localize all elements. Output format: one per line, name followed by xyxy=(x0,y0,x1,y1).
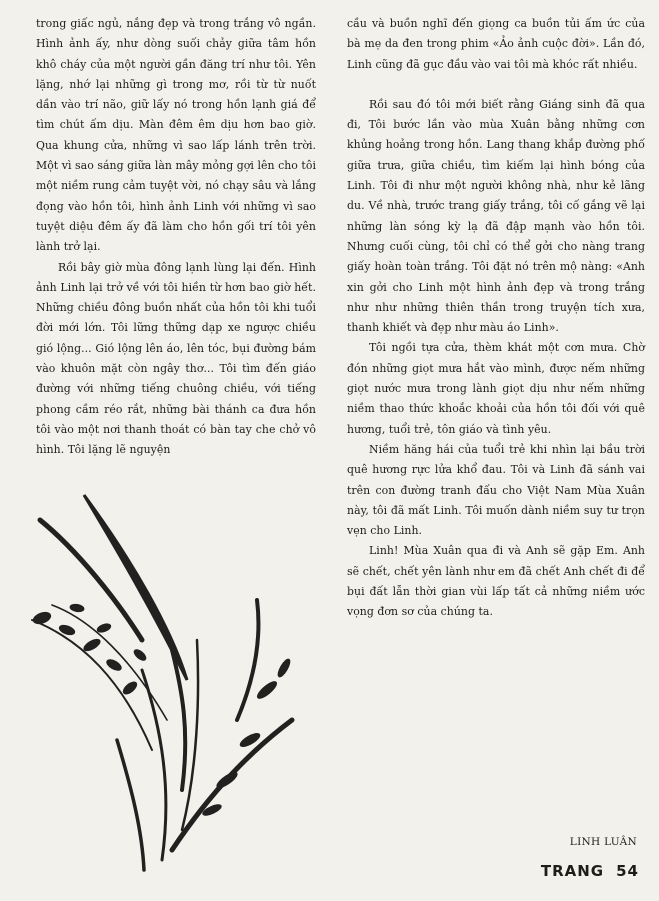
right-paragraph-3: Tôi ngồi tựa cửa, thèm khát một cơn mưa. Chờ đón những giọt mưa hắt vào mình, được nếm những giọt nước mưa trong lành giọt dịu như nếm những niềm thao thức khoắc khoải của hồn tôi đối với quê hương, tuổi trẻ, tôn giáo và tình yêu. xyxy=(347,341,645,436)
right-paragraph-2: Rồi sau đó tôi mới biết rằng Giáng sinh đã qua đi, Tôi bước lần vào mùa Xuân bằng những cơn khủng hoảng trong hồn. Lang thang khắp đường phố giữa trưa, giữa chiều, tìm kiếm lại hình bóng của Linh. Tôi đi như một người không nhà, như kẻ lãng du. Về nhà, trước trang giấy trắng, tôi cố gắng vẽ lại những làn sóng kỳ lạ đã đập mạnh vào hồn tôi. Nhưng cuối cùng, tôi chỉ có thể gởi cho nàng trang giấy hoàn toàn trắng. Tôi đặt nó trên mộ nàng: «Anh xin gởi cho Linh một hình ảnh đẹp và trong trắng như như những thiên thần trong truyện tích xưa, thanh khiết và đẹp như màu áo Linh». xyxy=(347,97,645,335)
right-paragraph-4: Niềm hăng hái của tuổi trẻ khi nhìn lại bầu trời quê hương rực lửa khổ đau. Tôi và Linh đã sánh vai trên con đường tranh đấu cho Việt Nam Mùa Xuân này, tôi đã mất Linh. Tôi muốn dành niềm suy tư trọn vẹn cho Linh. xyxy=(347,442,645,538)
right-paragraph-5: Linh! Mùa Xuân qua đi và Anh sẽ gặp Em. Anh sẽ chết, chết yên lành như em đã chết Anh chết đi để bụi đất lẫn thời gian vùi lấp tất cả những niềm ước vọng đơn sơ của chúng ta. xyxy=(347,544,645,619)
left-paragraph-1: trong giấc ngủ, nắng đẹp và trong trắng vô ngần. Hình ảnh ấy, như dòng suối chảy giữa tâm hồn khô cháy của một người gần đăng trí như tôi. Yên lặng, nhớ lại những gì trong mơ, rồi từ từ nuốt dần vào trí não, giữ lấy nó trong hồn lạnh giá để tìm chút ấm dịu. Màn đêm êm dịu hơn bao giờ. Qua khung cửa, những vì sao lấp lánh trên trời. Một vì sao sáng giữa làn mây mỏng gợi lên cho tôi một niềm rung cảm tuyệt vời, nó chạy sâu và lắng đọng vào hồn tôi, hình ảnh Linh với những vì sao tuyệt diệu đêm ấy đã làm cho hồn gối trí tôi yên lành trở lại. xyxy=(36,17,316,254)
left-text-column xyxy=(36,14,316,461)
page-label: TRANG xyxy=(540,862,605,880)
author-signature: LINH LUÂN xyxy=(569,836,637,848)
page-number-value: 54 xyxy=(616,862,639,880)
left-paragraph-2: Rồi bây giờ mùa đông lạnh lùng lại đến. Hình ảnh Linh lại trở về với tôi hiền từ hơn bao giờ hết. Những chiều đông buồn nhất của hồn tôi khi tuổi đời mới lớn. Tôi lững thững dạp xe ngược chiều gió lộng... Gió lộng lên áo, lên tóc, bụi đường bám vào khuôn mặt còn ngây thơ... Tôi tìm đến giáo đường với những tiếng chuông chiều, với tiếng phong cầm réo rắt, những bài thánh ca đưa hồn tôi vào một nơi thanh thoát có bàn tay che chở vô hình. Tôi lặng lẽ nguyện xyxy=(36,260,316,457)
right-paragraph-1: cầu và buồn nghĩ đến giọng ca buồn tủi ấm ức của bà mẹ da đen trong phim «Ảo ảnh cuộc đời». Lần đó, Linh cũng đã gục đầu vào vai tôi mà khóc rất nhiều. xyxy=(347,17,645,71)
page-number xyxy=(541,862,639,880)
orchid-ink-illustration xyxy=(22,490,312,880)
right-text-column xyxy=(347,14,645,623)
